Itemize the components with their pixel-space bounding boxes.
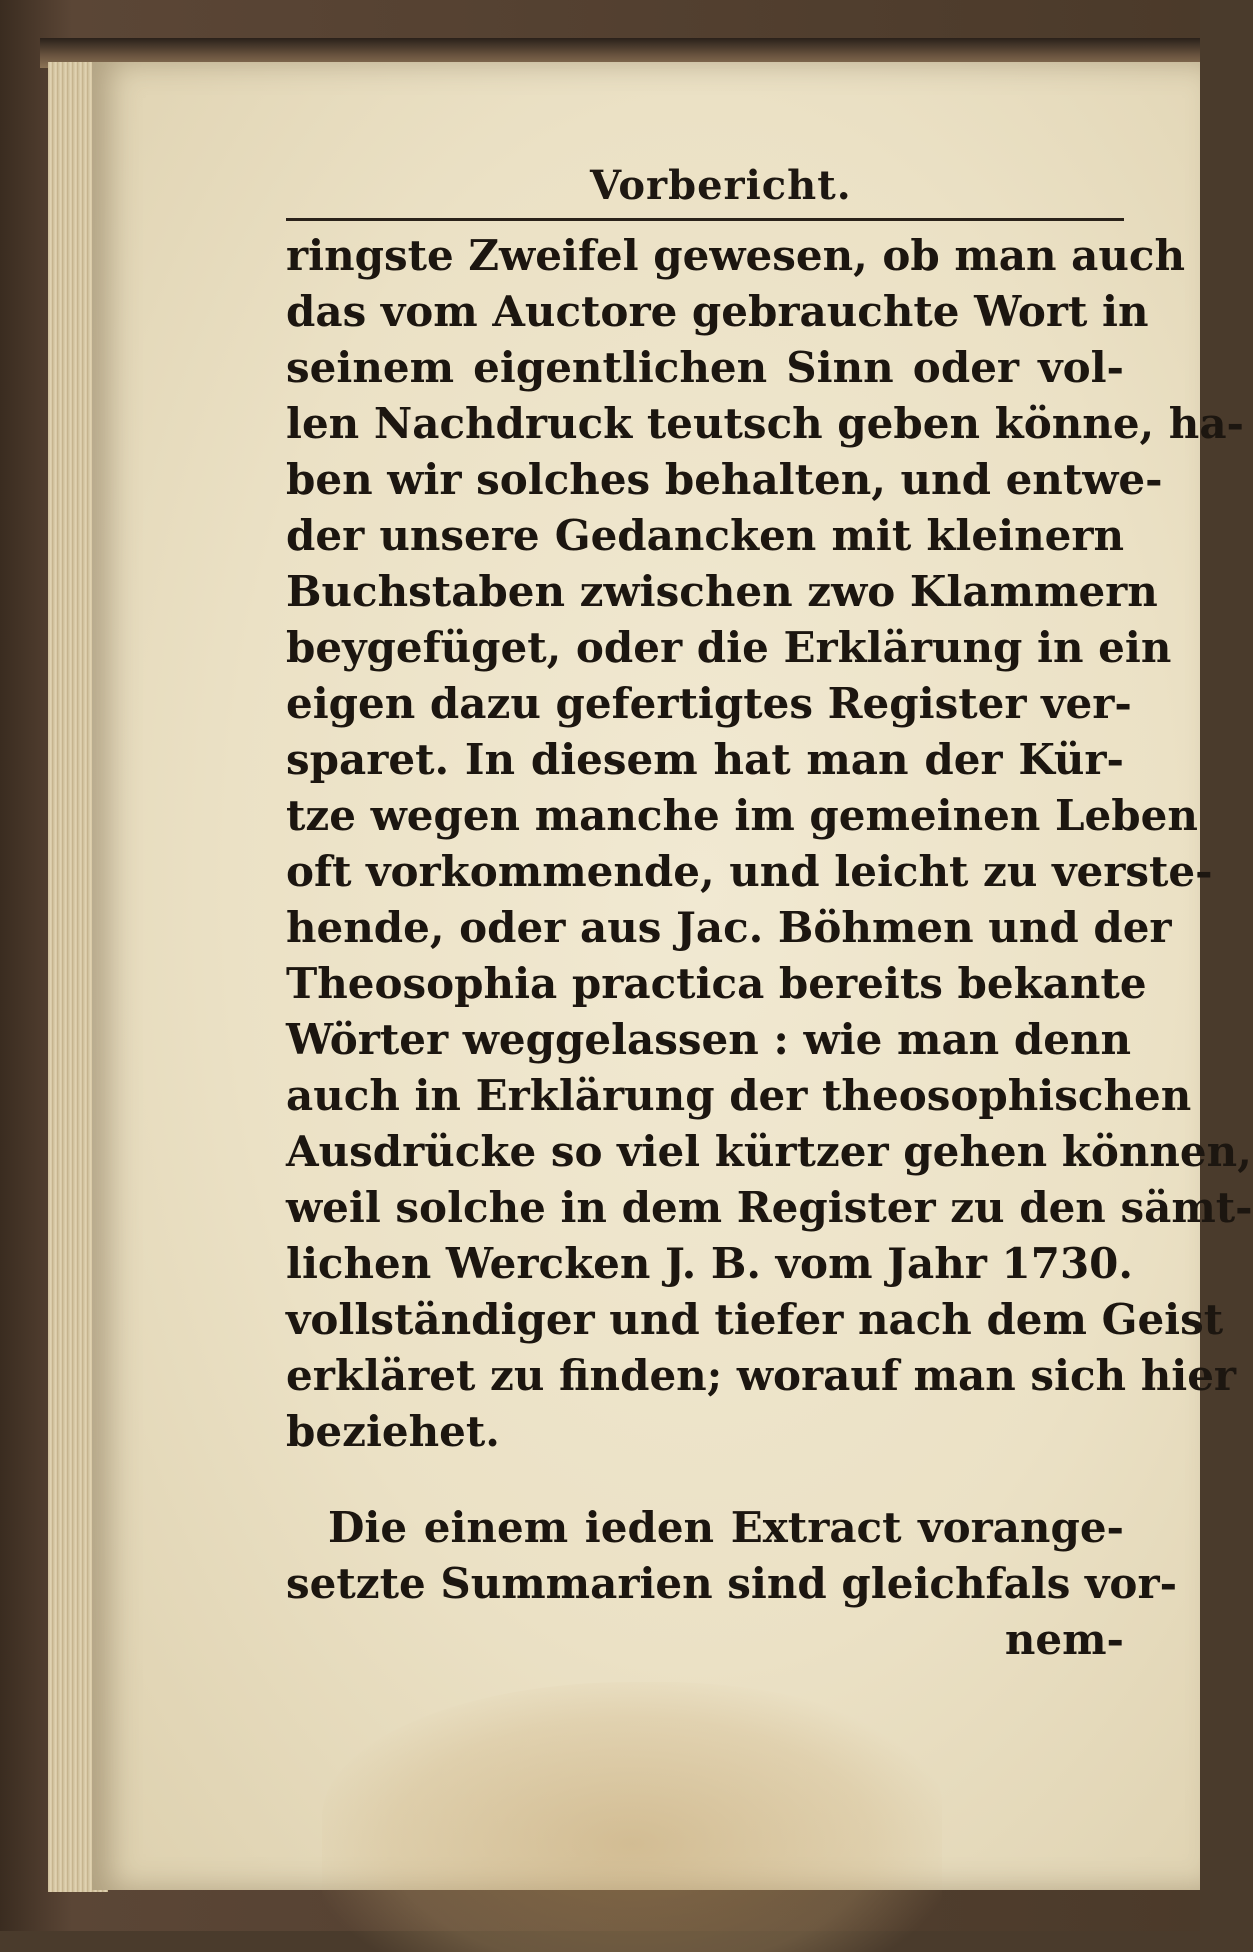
text-line: len Nachdruck teutsch geben könne, ha- <box>286 399 1244 448</box>
text-line: tze wegen manche im gemeinen Leben <box>286 791 1198 840</box>
text-line: erkläret zu finden; worauf man sich hier <box>286 1351 1237 1400</box>
text-line: weil solche in dem Register zu den sämt- <box>286 1183 1253 1232</box>
text-line: auch in Erklärung der theosophischen <box>286 1071 1192 1120</box>
text-line: ringste Zweifel gewesen, ob man auch <box>286 231 1186 280</box>
header-rule <box>286 218 1124 221</box>
running-header: Vorbericht. <box>590 162 852 209</box>
text-line: seinem eigentlichen Sinn oder vol- <box>286 343 1124 392</box>
text-line: Die einem ieden Extract vorange- <box>328 1503 1124 1552</box>
text-line: beziehet. <box>286 1407 500 1456</box>
water-stain <box>322 1682 942 1952</box>
text-line: lichen Wercken J. B. vom Jahr 1730. <box>286 1239 1134 1288</box>
text-line: sparet. In diesem hat man der Kür- <box>286 735 1124 784</box>
text-line: beygefüget, oder die Erklärung in ein <box>286 623 1172 672</box>
text-line: Wörter weggelassen : wie man denn <box>286 1015 1131 1064</box>
text-line: das vom Auctore gebrauchte Wort in <box>286 287 1149 336</box>
catchword: nem- <box>1004 1615 1124 1664</box>
text-line: Theosophia practica bereits bekante <box>286 959 1147 1008</box>
text-line: oft vorkommende, und leicht zu verste- <box>286 847 1213 896</box>
text-line: hende, oder aus Jac. Böhmen und der <box>286 903 1172 952</box>
text-line: ben wir solches behalten, und entwe- <box>286 455 1163 504</box>
text-line: der unsere Gedancken mit kleinern <box>286 511 1124 560</box>
text-line: Buchstaben zwischen zwo Klammern <box>286 567 1158 616</box>
text-line: eigen dazu gefertigtes Register ver- <box>286 679 1132 728</box>
text-line: vollständiger und tiefer nach dem Geist <box>286 1295 1224 1344</box>
text-line: setzte Summarien sind gleichfals vor- <box>286 1559 1178 1608</box>
text-line: Ausdrücke so viel kürtzer gehen können, <box>286 1127 1252 1176</box>
page-text <box>286 228 1253 1668</box>
paragraph-gap <box>286 1460 1124 1500</box>
